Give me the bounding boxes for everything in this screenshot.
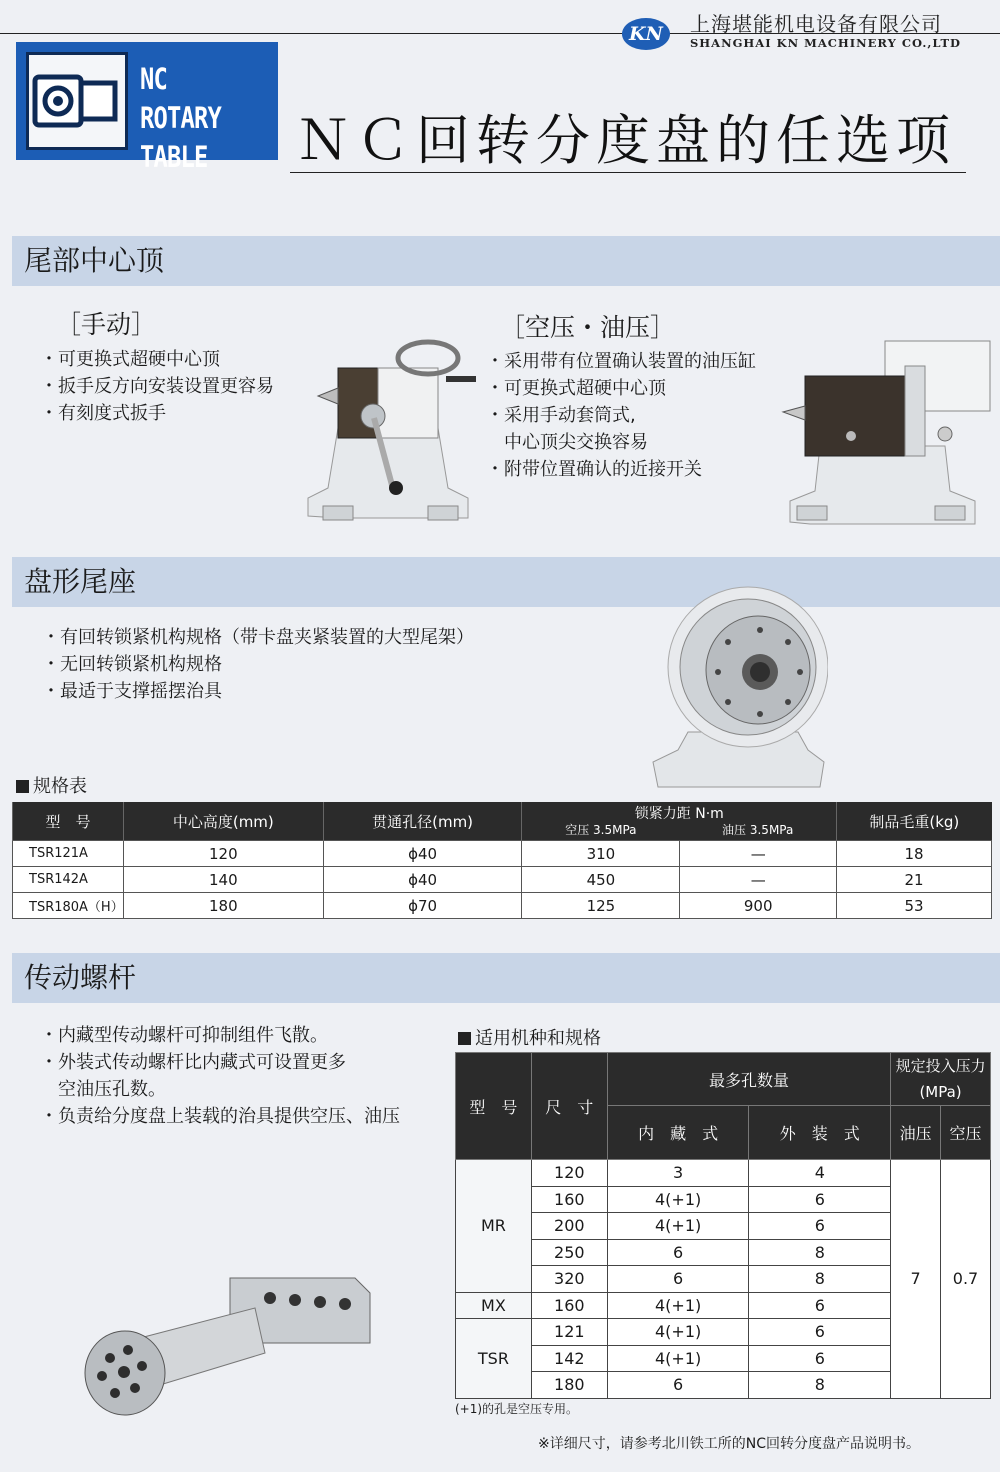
section-bar-disk [12,557,1000,607]
section-bar-rotary-joint [12,953,1000,1003]
spec-table-label: 规格表 [16,772,87,798]
table-row: 142 4(+1) 6 [456,1345,991,1372]
col-model: 型 号 [456,1053,532,1160]
table-row: TSR121A 120 ϕ40 310 — 18 [13,841,992,867]
pneumatic-tailstock-image [775,336,995,531]
table-row: MR 120 3 4 7 0.7 [456,1160,991,1187]
list-item: ・采用手动套筒式, [486,405,636,426]
company-name-en: SHANGHAI KN MACHINERY CO.,LTD [690,36,962,50]
app-table-header [456,1053,991,1106]
list-item: ・有回转锁紧机构规格（带卡盘夹紧装置的大型尾架） [42,627,474,648]
list-item: ・最适于支撑摇摆治具 [42,681,222,702]
table-row: 200 4(+1) 6 [456,1213,991,1240]
manual-bullets [40,346,274,427]
section-title-rotary-joint: 传动螺杆 [24,961,137,994]
company-name-cn: 上海堪能机电设备有限公司 [690,12,942,36]
square-icon [458,1032,471,1045]
list-item: ・无回转锁紧机构规格 [42,654,222,675]
list-item: ・扳手反方向安装设置更容易 [40,376,274,397]
oil-pressure: 7 [891,1160,941,1399]
table-row: TSR 121 4(+1) 6 [456,1319,991,1346]
list-item: 中心顶尖交换容易 [486,432,648,453]
manual-tailstock-image [298,338,478,528]
col-weight: 制品毛重(kg) [837,802,992,841]
col-center-height: 中心高度(mm) [123,802,323,841]
list-item: ・可更换式超硬中心顶 [40,349,220,370]
pneumatic-heading: ［空压・油压］ [500,313,676,342]
table-row: 250 6 8 [456,1239,991,1266]
app-table-label: 适用机种和规格 [458,1024,601,1050]
table-row: 320 6 8 [456,1266,991,1293]
model-group: MR [456,1160,532,1293]
disk-tailstock-image [648,582,828,794]
list-item: ・附带位置确认的近接开关 [486,459,702,480]
footnote-reference: ※详细尺寸，请参考北川铁工所的NC回转分度盘产品说明书。 [538,1436,920,1452]
col-bore: 贯通孔径(mm) [323,802,522,841]
col-model: 型 号 [13,802,124,841]
application-table [455,1052,991,1399]
col-internal: 内 藏 式 [607,1106,749,1160]
section-title-disk: 盘形尾座 [24,565,137,598]
rotary-joint-bullets [40,1022,400,1130]
rotary-joint-image [80,1258,380,1428]
col-pressure: 规定投入压力 (MPa) [891,1053,991,1106]
col-max-holes: 最多孔数量 [607,1053,890,1106]
list-item: ・有刻度式扳手 [40,403,166,424]
table-row: 180 6 8 [456,1372,991,1399]
badge-text: NC ROTARY TABLE [140,62,221,174]
disk-bullets [42,624,474,705]
title-rule [290,172,966,173]
torque-header: 锁紧力距 N·m [634,806,724,822]
col-size: 尺 寸 [531,1053,607,1160]
torque-air-header: 空压 3.5MPa [565,823,637,837]
air-pressure: 0.7 [941,1160,991,1399]
list-item: 空油压孔数。 [40,1079,166,1100]
table-row: 160 4(+1) 6 [456,1186,991,1213]
list-item: ・采用带有位置确认装置的油压缸 [486,351,756,372]
table-row: MX 160 4(+1) 6 [456,1292,991,1319]
list-item: ・负责给分度盘上装载的治具提供空压、油压 [40,1106,400,1127]
list-item: ・可更换式超硬中心顶 [486,378,666,399]
page-title: ＮＣ回转分度盘的任选项 [296,109,956,172]
list-item: ・外装式传动螺杆比内藏式可设置更多 [40,1052,346,1073]
col-external: 外 装 式 [749,1106,891,1160]
model-group: TSR [456,1319,532,1399]
table-row: TSR180A（H） 180 ϕ70 125 900 53 [13,893,992,919]
list-item: ・内藏型传动螺杆可抑制组件飞散。 [40,1025,328,1046]
manual-heading: ［手动］ [56,310,157,339]
section-title-tailstock: 尾部中心顶 [24,244,165,277]
company-logo: KN [622,18,670,50]
col-air: 空压 [941,1106,991,1160]
col-oil: 油压 [891,1106,941,1160]
spec-table-header [13,802,992,841]
spec-table [12,802,992,919]
col-torque [522,802,837,841]
model-group: MX [456,1292,532,1319]
nc-rotary-table-badge [16,42,278,174]
table-row: TSR142A 140 ϕ40 450 — 21 [13,867,992,893]
rotary-table-icon [26,52,128,150]
footnote-air-holes: (+1)的孔是空压专用。 [455,1402,579,1416]
torque-oil-header: 油压 3.5MPa [722,823,794,837]
square-icon [16,780,29,793]
pneumatic-bullets [486,348,756,483]
